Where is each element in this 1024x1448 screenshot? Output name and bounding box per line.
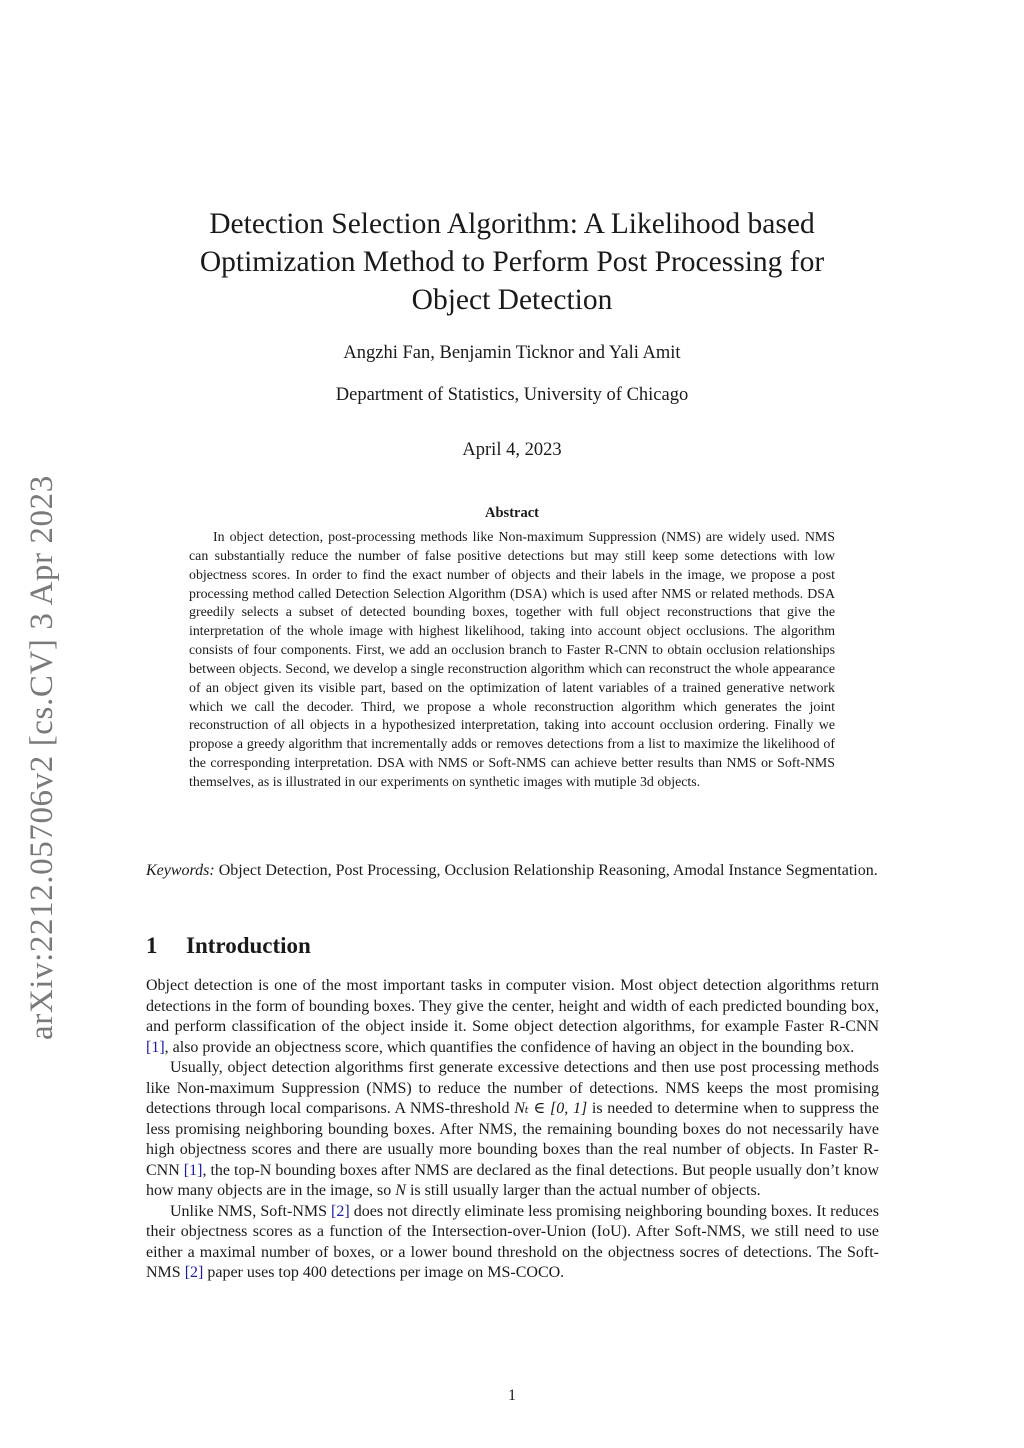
keywords-text: Object Detection, Post Processing, Occlusion Relationship Reasoning, Amodal Instance Segmentation.	[218, 862, 878, 879]
text-run: is needed to determine when to suppress the less promising neighboring bounding boxes. After NMS, the remaining bounding boxes do not necessarily have high objectness scores and there are usually more bounding boxes than the real number of objects. In Faster R-CNN	[146, 1100, 879, 1179]
math-inline: Nₜ ∈ [0, 1]	[514, 1100, 588, 1117]
math-inline: N	[395, 1182, 406, 1199]
title-line-3: Object Detection	[411, 284, 613, 316]
section-title: Introduction	[186, 933, 311, 958]
section-number: 1	[146, 933, 158, 958]
text-run: , also provide an objectness score, which quantifies the confidence of having an object in the bounding box.	[164, 1038, 855, 1056]
text-run: Object detection is one of the most important tasks in computer vision. Most object detection algorithms return detections in the form of bounding boxes. They give the center, height and width of each predicted bounding box, and perform classification of the object inside it. Some object detection algorithms, for example Faster R-CNN	[146, 977, 879, 1035]
affiliation: Department of Statistics, University of Chicago	[335, 385, 689, 405]
abstract-body: In object detection, post-processing methods like Non-maximum Suppression (NMS) are widely used. NMS can substantially reduce the number of false positive detections but may still keep some detections with low objectness scores. In order to find the exact number of objects and their labels in the image, we propose a post processing method called Detection Selection Algorithm (DSA) which is used after NMS or related methods. DSA greedily selects a subset of detected bounding boxes, together with full object reconstructions that give the interpretation of the whole image with highest likelihood, taking into account object occlusions. The algorithm consists of four components. First, we add an occlusion branch to Faster R-CNN to obtain occlusion relationships between objects. Second, we develop a single reconstruction algorithm which can reconstruct the whole appearance of an object given its visible part, based on the optimization of latent variables of a trained generative network which we call the decoder. Third, we propose a whole reconstruction algorithm which generates the joint reconstruction of all objects in a hypothesized interpretation, taking into account occlusion ordering. Finally we propose a greedy algorithm that incrementally adds or removes detections from a list to maximize the likelihood of the corresponding interpretation. DSA with NMS or Soft-NMS can achieve better results than NMS or Soft-NMS themselves, as is illustrated in our experiments on synthetic images with mutiple 3d objects.	[189, 530, 835, 790]
citation-link[interactable]: [2]	[331, 1202, 350, 1220]
text-run: Unlike NMS, Soft-NMS	[170, 1202, 332, 1220]
paragraph-1	[146, 976, 879, 1058]
title-line-2: Optimization Method to Perform Post Processing for	[199, 246, 825, 278]
text-run: is still usually larger than the actual number of objects.	[405, 1182, 761, 1199]
paper-title	[150, 205, 874, 319]
citation-link[interactable]: [1]	[146, 1038, 165, 1056]
text-run: Usually, object detection algorithms first generate excessive detections and then use post processing methods like Non-maximum Suppression (NMS) to reduce the number of detections. NMS keeps the most promising detections through local comparisons. A NMS-threshold	[146, 1059, 879, 1117]
citation-link[interactable]: [2]	[184, 1264, 204, 1281]
introduction-body	[146, 976, 879, 1284]
publication-date: April 4, 2023	[462, 440, 562, 460]
text-run: , the top-N bounding boxes after NMS are declared as the final detections. But people usually don’t know how many objects are in the image, so	[146, 1161, 880, 1199]
text-run: does not directly eliminate less promising neighboring bounding boxes. It reduces their objectness scores as a function of the Intersection-over-Union (IoU). After Soft-NMS, we still need to use either a maximal number of boxes, or a lower bound threshold on the objectness socres of detections. The Soft-NMS	[146, 1202, 879, 1281]
arxiv-identifier-stamp: arXiv:2212.05706v2 [cs.CV] 3 Apr 2023	[24, 475, 60, 1040]
section-heading-introduction	[146, 931, 879, 961]
citation-link[interactable]: [1]	[183, 1161, 203, 1179]
paragraph-3	[146, 1202, 879, 1284]
text-run: paper uses top 400 detections per image on MS-COCO.	[203, 1264, 565, 1281]
title-line-1: Detection Selection Algorithm: A Likelihood based	[209, 208, 815, 240]
abstract-heading: Abstract	[485, 505, 539, 521]
keywords-label: Keywords:	[146, 862, 215, 879]
author-list: Angzhi Fan, Benjamin Ticknor and Yali Amit	[343, 343, 681, 363]
paragraph-2	[146, 1058, 879, 1202]
keywords	[146, 861, 879, 882]
page-number: 1	[508, 1387, 516, 1404]
